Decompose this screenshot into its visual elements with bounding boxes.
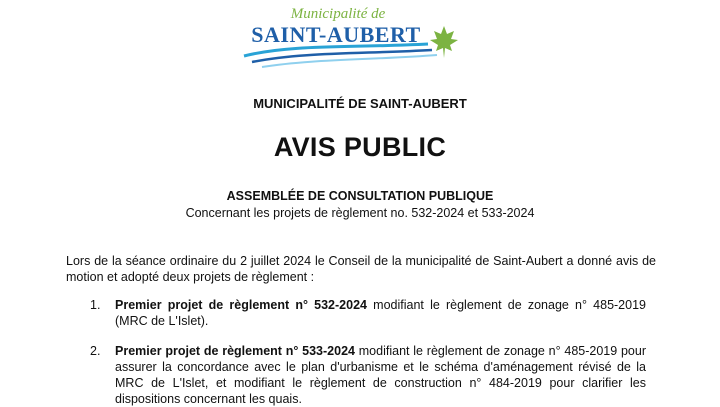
notice-subject-subheading: Concernant les projets de règlement no. 532-2024 et 533-2024: [185, 206, 535, 220]
intro-paragraph: Lors de la séance ordinaire du 2 juillet 2024 le Conseil de la municipalité de Saint-Aubert a donné avis de motion et adopté deux projets de règlement :: [66, 254, 656, 284]
list-item-text: [115, 343, 646, 407]
page-title: AVIS PUBLIC: [273, 132, 447, 162]
logo-subtitle: Municipalité de: [290, 6, 386, 22]
list-item-description: modifiant le règlement de zonage n° 485-2019 pour assurer la concordance avec le plan d'urbanisme et le schéma d'aménagement révisé de la MRC de L'Islet, et modifiant le règlement de construction n° 484-2019 pour clarifier les dispositions concernant les quais.: [115, 344, 646, 406]
list-item-description: modifiant le règlement de zonage n° 485-2019 (MRC de L'Islet).: [115, 298, 646, 328]
list-item-title: Premier projet de règlement n° 533-2024: [115, 344, 355, 358]
logo-name: SAINT-AUBERT: [251, 22, 421, 47]
list-item-number: 1.: [90, 298, 101, 312]
list-item-title: Premier projet de règlement n° 532-2024: [115, 298, 367, 312]
maple-leaf-icon: [430, 26, 458, 58]
municipality-logo: [232, 4, 472, 70]
list-item-text: [115, 297, 646, 329]
notice-subject-heading: ASSEMBLÉE DE CONSULTATION PUBLIQUE: [226, 189, 494, 203]
municipality-heading: MUNICIPALITÉ DE SAINT-AUBERT: [253, 96, 467, 111]
list-item-number: 2.: [90, 344, 101, 358]
